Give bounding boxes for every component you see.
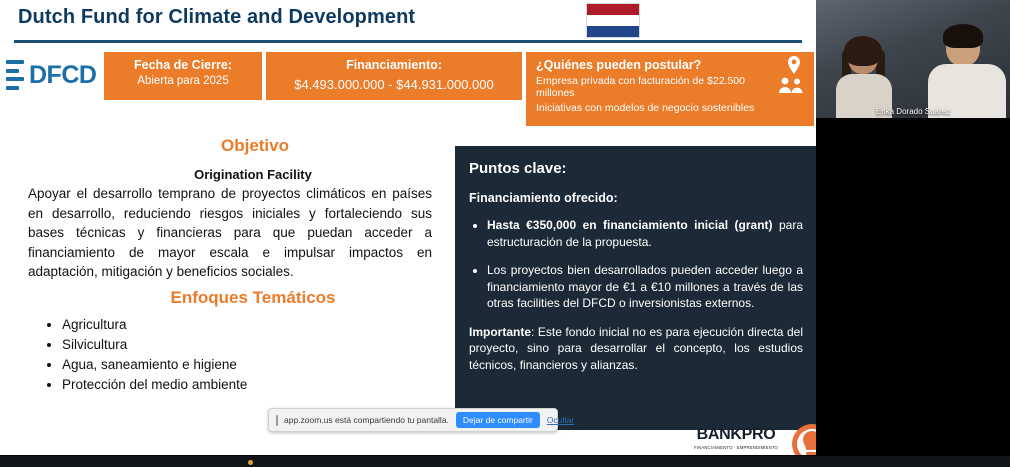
list-item: [487, 217, 803, 250]
share-status-text: app.zoom.us está compartiendo tu pantalla.: [284, 415, 449, 425]
quienes-line-1: Empresa privada con facturación de $22.500 millones: [536, 75, 745, 99]
enfoques-heading: Enfoques Temáticos: [170, 288, 336, 307]
fecha-value: Abierta para 2025: [137, 75, 229, 87]
importante-label: Importante: [469, 324, 532, 339]
financiamiento-ofrecido-subheading: Financiamiento ofrecido:: [469, 191, 618, 205]
info-box-quienes-pueden-postular: [526, 52, 814, 126]
bullet-2-rest: Los proyectos bien desarrollados pueden acceder luego a financiamiento mayor de €1 a €10 millones a través de las otras facilities del DFCD o inversionistas externos.: [487, 263, 803, 310]
screen-share-toolbar[interactable]: [268, 408, 575, 432]
header-divider: [14, 40, 802, 43]
dfcd-logo: [6, 52, 102, 98]
financiamiento-title: Financiamiento:: [346, 58, 442, 72]
list-item: • Agricultura: [62, 315, 420, 334]
quienes-title: ¿Quiénes pueden postular?: [536, 58, 702, 72]
netherlands-flag-icon: [586, 3, 640, 38]
objetivo-body-text: Apoyar el desarrollo temprano de proyectos climáticos en países en desarrollo, reduciendo riesgos iniciales y fortaleciendo sus bases técnicas y financieras para que puedan acceder a financiamiento de mayor escala e impulsar impactos en adaptación, mitigación y beneficios sociales.: [28, 186, 432, 279]
importante-text: : Este fondo inicial no es para ejecución directa del proyecto, sino para desarrollar el concepto, los estudios técnicos, financieros y alianzas.: [469, 324, 803, 372]
dfcd-wordmark: DFCD: [29, 60, 97, 89]
financiamiento-value: $4.493.000.000 - $44.931.000.000: [294, 77, 494, 92]
taskbar-indicator-dot: [248, 460, 253, 465]
info-box-fecha-cierre: [104, 52, 262, 100]
hide-share-bar-button[interactable]: Ocultar: [546, 415, 575, 425]
bullet-1-rest: para estructuración de la propuesta.: [487, 218, 804, 249]
objetivo-heading: Objetivo: [220, 136, 289, 155]
participant-b-avatar: [928, 26, 1006, 118]
video-tile[interactable]: [816, 0, 1010, 118]
list-item: • Silvicultura: [62, 335, 420, 354]
puntos-clave-heading: Puntos clave:: [469, 160, 567, 177]
list-item: • Agua, saneamiento e higiene: [62, 355, 420, 374]
bankpro-tagline: FINANCIAMIENTO · EMPRENDIMIENTO: [694, 445, 778, 450]
participants-video-column: [816, 0, 1010, 467]
list-item: [487, 262, 803, 312]
list-item: • Protección del medio ambiente: [62, 375, 420, 394]
origination-facility-subheading: Origination Facility: [194, 167, 312, 182]
screen-share-icon: [276, 415, 278, 426]
puntos-clave-list: [469, 217, 803, 312]
dfcd-mark-icon: [6, 60, 26, 90]
slide-header: [0, 0, 816, 44]
location-pin-icon: [786, 56, 802, 74]
info-box-financiamiento: [266, 52, 522, 100]
bankpro-wordmark: BANKPRO: [696, 426, 776, 443]
bullet-1-bold: Hasta €350,000 en financiamiento inicial (grant): [487, 218, 773, 232]
enfoques-list: [40, 315, 420, 395]
page-title: Dutch Fund for Climate and Development: [18, 6, 416, 28]
puntos-clave-panel: [455, 146, 816, 430]
importante-note: [469, 324, 803, 374]
stop-sharing-button[interactable]: Dejar de compartir: [456, 412, 540, 428]
people-group-icon: [778, 76, 806, 94]
participant-name-label: Erika Dorado Suárez: [875, 107, 951, 116]
quienes-line-2: Iniciativas con modelos de negocio sostenibles: [536, 102, 755, 114]
os-taskbar[interactable]: [0, 455, 1010, 467]
bankpro-logo: [694, 426, 778, 458]
fecha-title: Fecha de Cierre:: [134, 58, 232, 72]
